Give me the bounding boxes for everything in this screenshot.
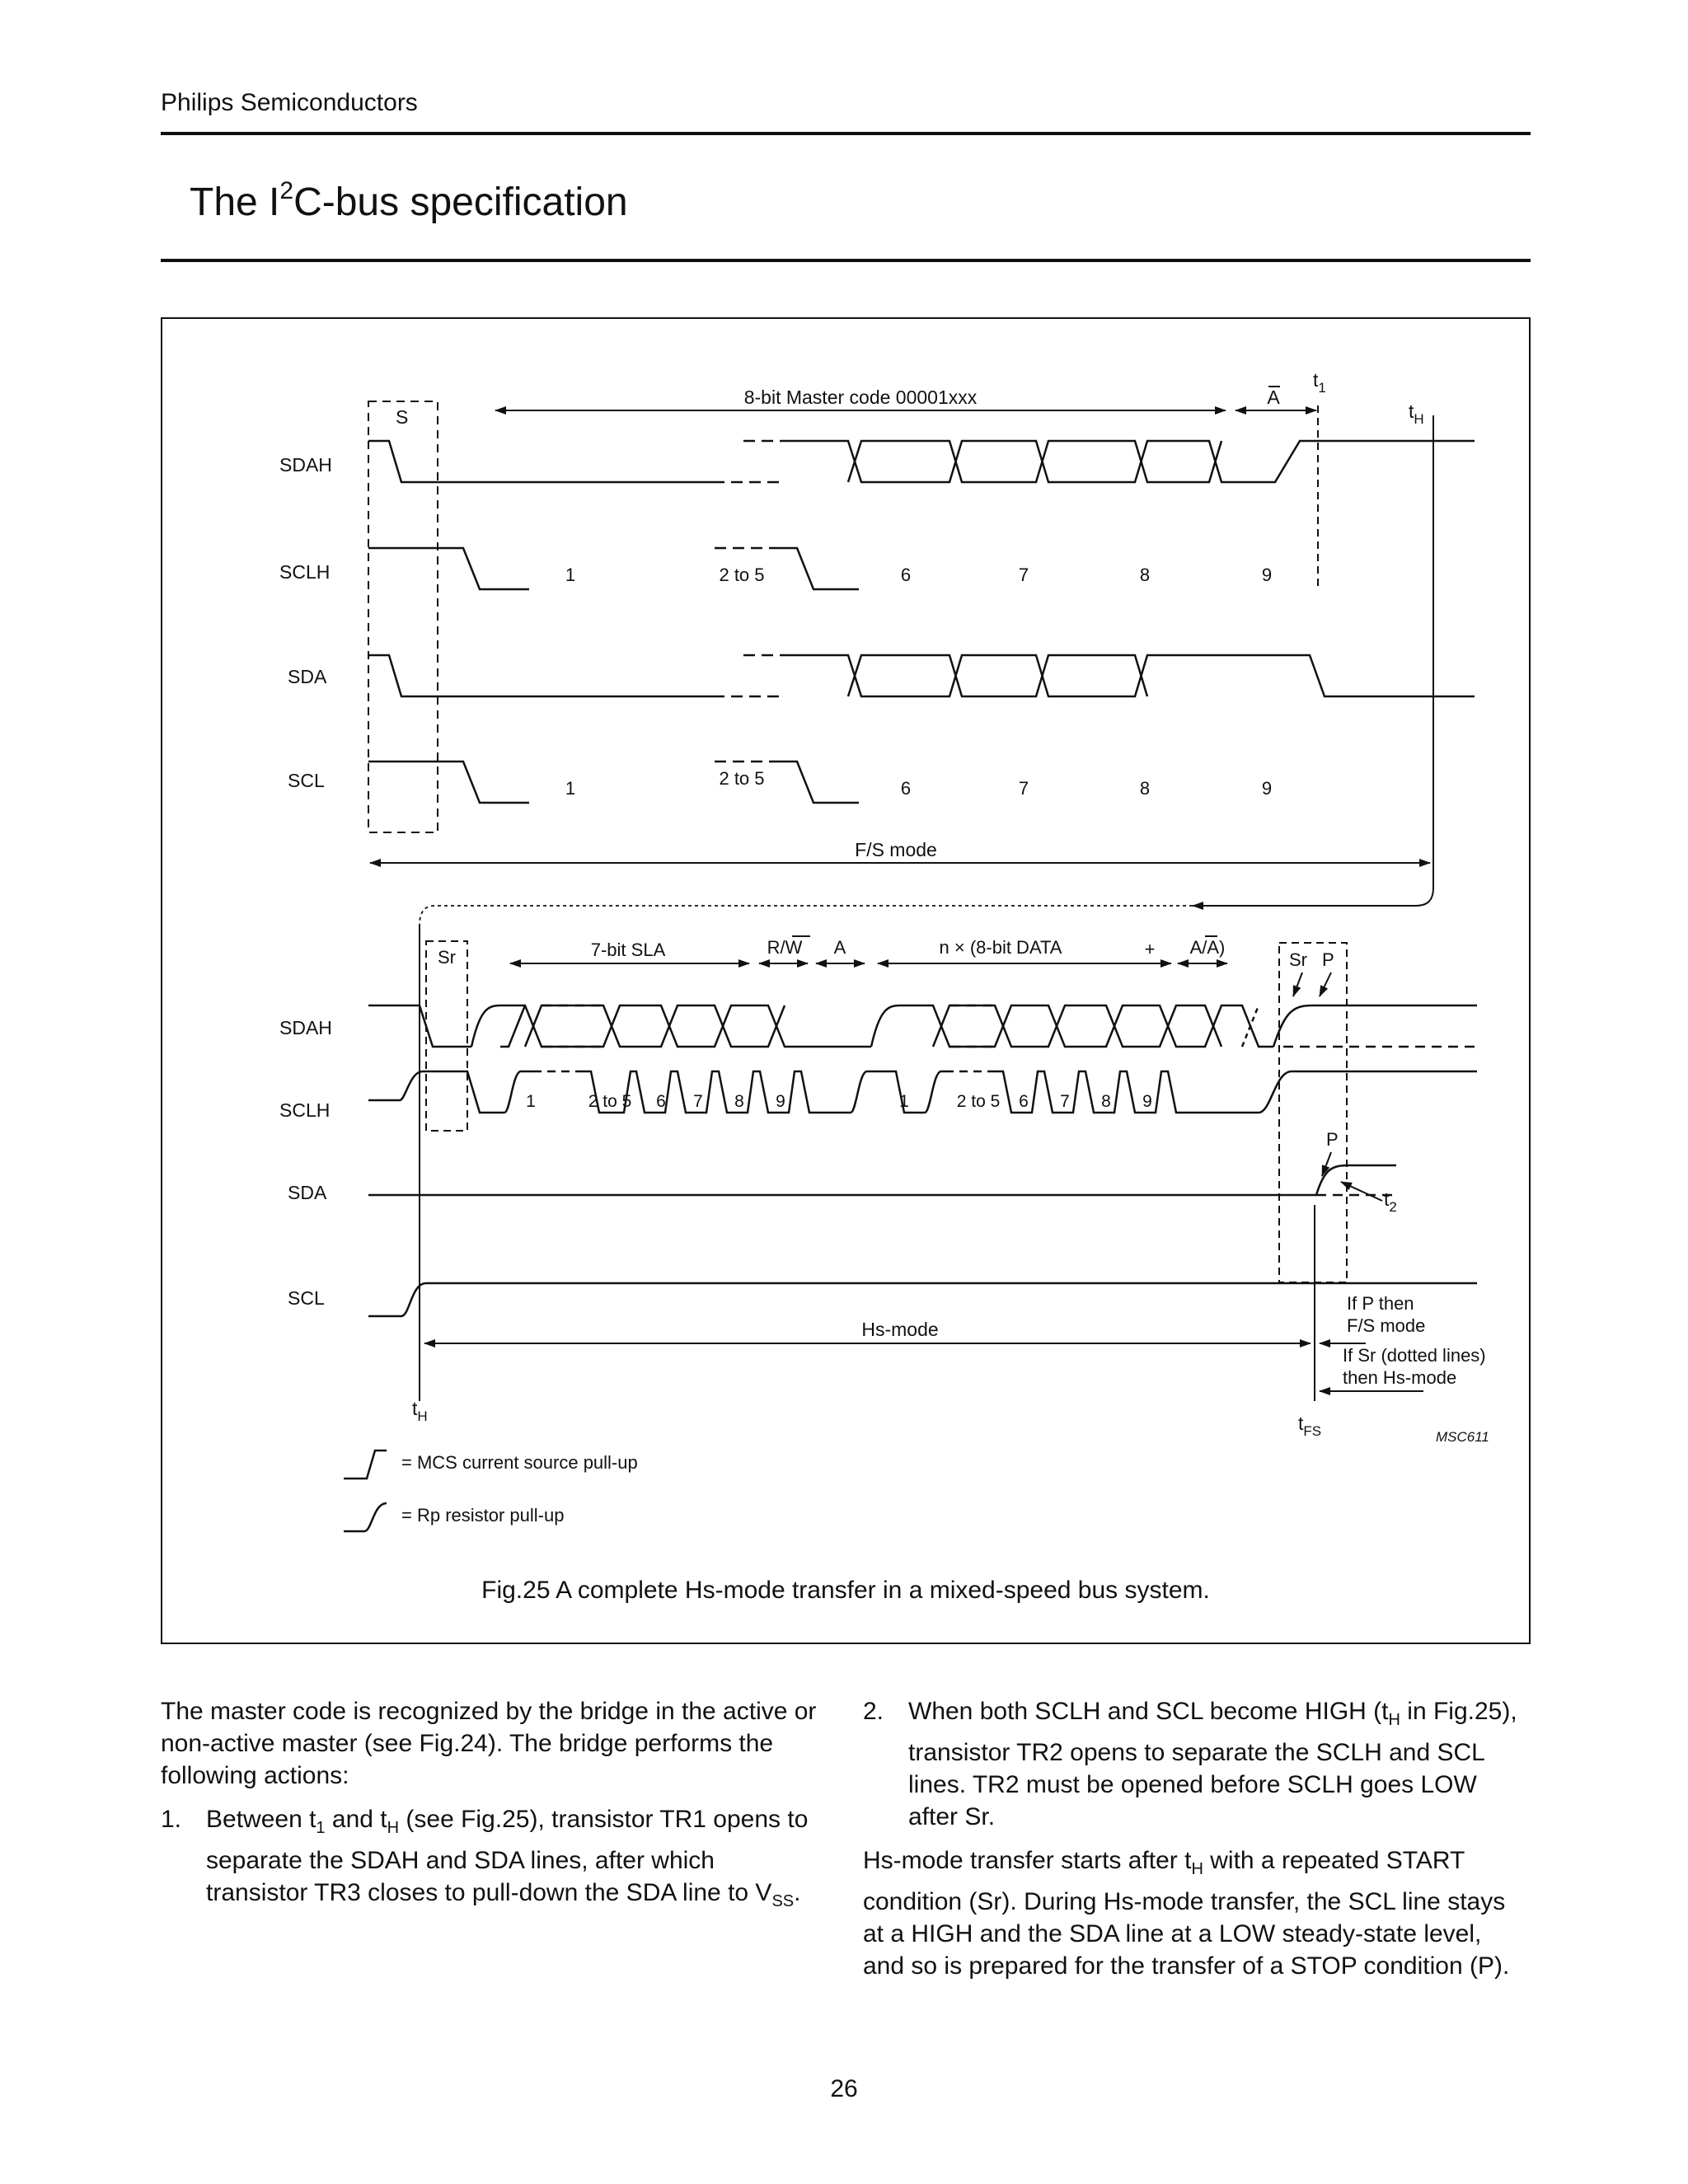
list-number: 1.	[161, 1806, 182, 1833]
transition-curve	[1354, 888, 1433, 906]
rp-legend-label: = Rp resistor pull-up	[401, 1505, 565, 1526]
sr2-label: Sr	[1289, 949, 1307, 970]
start-condition-box	[368, 401, 438, 832]
start-label: S	[396, 406, 409, 428]
sla-label: 7-bit SLA	[590, 940, 666, 960]
timing-diagram	[162, 319, 1532, 1646]
clk-label: 6	[900, 778, 912, 799]
clk-label: 2 to 5	[588, 1092, 632, 1111]
aa-label: A/A)	[1189, 937, 1226, 958]
label-sdah-bottom: SDAH	[279, 1017, 332, 1038]
clk-label: 2 to 5	[719, 565, 765, 585]
clk-label: 1	[899, 1092, 909, 1111]
rw-label: R/W	[767, 937, 803, 958]
fs-mode-small-label: F/S mode	[1347, 1315, 1426, 1336]
company-name: Philips Semiconductors	[161, 89, 418, 116]
p-pointer	[1320, 972, 1331, 996]
clk-label: 2 to 5	[956, 1092, 1001, 1111]
clk-label: 6	[900, 565, 912, 585]
title-rule	[161, 259, 1531, 262]
label-sdah-top: SDAH	[279, 454, 332, 476]
sr-label: Sr	[438, 947, 456, 968]
if-sr-label: If Sr (dotted lines)	[1343, 1345, 1486, 1366]
left-column	[161, 1695, 820, 1929]
label-sclh-bottom: SCLH	[279, 1099, 331, 1121]
figure-caption: Fig.25 A complete Hs-mode transfer in a mixed-speed bus system.	[481, 1577, 1210, 1604]
sclh-bottom-clock-labels	[526, 1092, 1152, 1111]
mcs-pullup-icon	[344, 1451, 387, 1479]
clk-label: 1	[565, 778, 576, 799]
plus-label: +	[1144, 939, 1156, 959]
a-label: A	[833, 937, 846, 958]
clk-label: 1	[526, 1092, 536, 1111]
sdah-top-waveform	[368, 441, 1475, 482]
label-scl-top: SCL	[288, 770, 325, 791]
clk-label: 6	[1019, 1092, 1029, 1111]
page-title: The $I^2C$-bus specification	[190, 177, 628, 224]
bottom-signal-labels	[279, 1017, 332, 1309]
hs-mode-label: Hs-mode	[861, 1319, 939, 1340]
clk-label: 9	[776, 1092, 785, 1111]
p-label: P	[1322, 949, 1334, 970]
figure-code: MSC611	[1436, 1429, 1489, 1445]
clk-label: 9	[1261, 565, 1273, 585]
clk-label: 7	[693, 1092, 703, 1111]
intro-paragraph: The master code is recognized by the bridge in the active or non-active master (see Fig.24). The bridge performs the following actions:	[161, 1698, 817, 1789]
label-sclh-top: SCLH	[279, 561, 331, 583]
sdah-bottom-waveform	[368, 1005, 1477, 1047]
master-code-label: 8-bit Master code 00001xxx	[743, 387, 978, 408]
clk-label: 7	[1060, 1092, 1070, 1111]
rp-pullup-icon	[344, 1503, 387, 1531]
label-scl-bottom: SCL	[288, 1287, 325, 1309]
list-item: 2. When both SCLH and SCL become HIGH ($t_H$ in Fig.25), transistor TR2 opens to separate the SCLH and SCL lines. TR2 must be opened before SCLH goes LOW after Sr.	[863, 1695, 1522, 1833]
list-number: 2.	[863, 1698, 884, 1725]
sr-box	[426, 941, 467, 1131]
t1-label: $t_1$	[1313, 369, 1326, 396]
th-label-bottom: $t_H$	[412, 1398, 428, 1424]
clk-label: 2 to 5	[719, 768, 765, 789]
scl-bottom-waveform	[368, 1283, 1477, 1316]
fs-mode-label: F/S mode	[855, 839, 937, 860]
mcs-legend-label: = MCS current source pull-up	[401, 1452, 638, 1473]
clk-label: 6	[656, 1092, 666, 1111]
page-number: 26	[830, 2075, 858, 2102]
transition-dotted	[420, 906, 1193, 925]
right-column	[863, 1695, 1522, 1994]
clk-label: 7	[1018, 778, 1029, 799]
sr2-pointer	[1293, 972, 1302, 996]
header-rule	[161, 132, 1531, 135]
list-item: 1. Between $t_1$ and $t_H$ (see Fig.25), transistor TR1 opens to separate the SDAH and SDA lines, after which transistor TR3 closes to pull-down the SDA line to $V_{SS}$.	[161, 1803, 820, 1918]
th-label-top: $t_H$	[1409, 401, 1424, 427]
t2-label: $t_2$	[1384, 1188, 1397, 1215]
then-hs-label: then Hs-mode	[1343, 1367, 1457, 1388]
clk-label: 8	[1139, 778, 1151, 799]
figure-25	[161, 317, 1531, 1644]
scl-top-waveform	[368, 762, 859, 803]
sda-top-waveform	[368, 655, 1475, 696]
tfs-label: $t_{FS}$	[1298, 1413, 1322, 1439]
sda-bottom-waveform	[368, 1165, 1396, 1195]
ack-label: A	[1267, 387, 1280, 408]
clk-label: 9	[1261, 778, 1273, 799]
clk-label: 8	[1101, 1092, 1111, 1111]
clk-label: 1	[565, 565, 576, 585]
if-p-label: If P then	[1347, 1293, 1414, 1314]
clk-label: 9	[1142, 1092, 1152, 1111]
data-label: n × (8-bit DATA	[939, 937, 1062, 958]
label-sda-bottom: SDA	[288, 1182, 327, 1203]
hs-transfer-paragraph: Hs-mode transfer starts after $t_H$ with a repeated START condition (Sr). During Hs-mode transfer, the SCL line stays at a HIGH and the SDA line at a LOW steady-state level, and so is prepared for the transfer of a STOP condition (P).	[863, 1847, 1510, 1980]
label-sda-top: SDA	[288, 666, 327, 687]
sr-p-box	[1279, 943, 1347, 1282]
clk-label: 7	[1018, 565, 1029, 585]
clk-label: 8	[734, 1092, 744, 1111]
sclh-top-waveform	[368, 548, 859, 589]
clk-label: 8	[1139, 565, 1151, 585]
top-signal-labels	[279, 454, 332, 791]
scl-top-clock-labels	[565, 768, 1272, 799]
sclh-top-clock-labels	[565, 565, 1272, 585]
p2-label: P	[1326, 1129, 1339, 1150]
